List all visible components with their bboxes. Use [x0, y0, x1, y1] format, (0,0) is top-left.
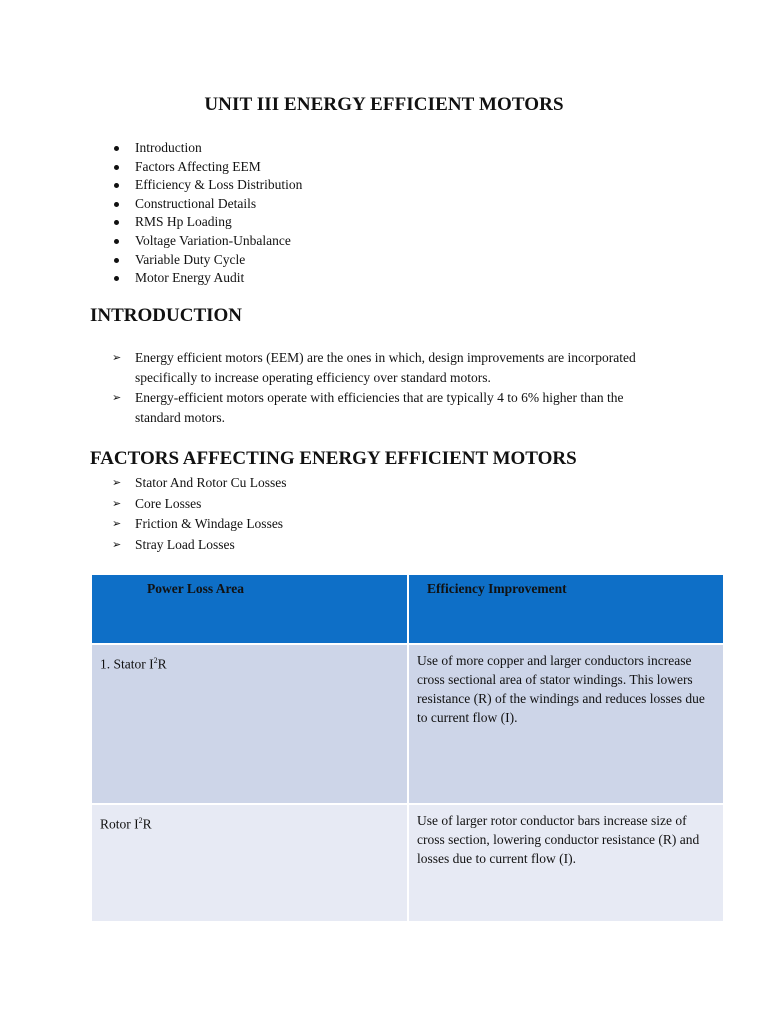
- bullet-icon: [114, 258, 119, 263]
- bullet-icon: [114, 239, 119, 244]
- table-row: [92, 805, 723, 921]
- introduction-heading: INTRODUCTION: [90, 305, 243, 326]
- arrow-bullet-icon: ➢: [112, 496, 122, 510]
- arrow-bullet-icon: ➢: [112, 537, 122, 551]
- bullet-icon: [114, 146, 119, 151]
- arrow-bullet-icon: ➢: [112, 476, 122, 489]
- table-cell-area: 1. Stator $I^2R$: [92, 645, 407, 803]
- bullet-icon: [114, 183, 119, 188]
- table-cell-improvement: Use of larger rotor conductor bars increase size of cross section, lowering conductor resistance (R) and losses due to current flow (I).: [409, 805, 723, 921]
- arrow-bullet-icon: ➢: [112, 391, 122, 404]
- bullet-icon: [114, 276, 119, 281]
- list-item: ➢ Friction & Windage Losses: [112, 514, 287, 535]
- list-item: Factors Affecting EEM: [112, 158, 302, 177]
- table-cell-area: Rotor $I^2R$: [92, 805, 407, 921]
- list-item: ➢ Stator And Rotor Cu Losses: [112, 473, 287, 494]
- list-item: Motor Energy Audit: [112, 269, 302, 288]
- table-row: [92, 645, 723, 803]
- table-cell-improvement: Use of more copper and larger conductors increase cross sectional area of stator windings. This lowers resistance (R) of the windings and reduces losses due to current flow (I).: [409, 645, 723, 803]
- bullet-icon: [114, 202, 119, 207]
- list-item: Variable Duty Cycle: [112, 251, 302, 270]
- list-item: ➢ Core Losses: [112, 494, 287, 515]
- table-header-row: [92, 575, 723, 643]
- page-title: UNIT III ENERGY EFFICIENT MOTORS: [204, 94, 564, 115]
- list-item: RMS Hp Loading: [112, 213, 302, 232]
- list-item: ➢ Energy-efficient motors operate with efficiencies that are typically 4 to 6% higher than the standard motors.: [112, 390, 624, 425]
- column-header-power-loss-area: Power Loss Area: [92, 575, 407, 643]
- list-item: ➢ Stray Load Losses: [112, 535, 287, 556]
- list-item: Introduction: [112, 139, 302, 158]
- topic-list: [112, 139, 302, 288]
- list-item: Efficiency & Loss Distribution: [112, 176, 302, 195]
- list-item: Constructional Details: [112, 195, 302, 214]
- arrow-bullet-icon: ➢: [112, 517, 122, 530]
- power-loss-table: [90, 573, 725, 923]
- list-item: ➢ Energy efficient motors (EEM) are the ones in which, design improvements are incorporated specifically to increase operating efficiency over standard motors.: [112, 350, 636, 385]
- column-header-efficiency-improvement: Efficiency Improvement: [409, 575, 723, 643]
- bullet-icon: [114, 165, 119, 170]
- introduction-list: [112, 348, 672, 428]
- bullet-icon: [114, 220, 119, 225]
- arrow-bullet-icon: ➢: [112, 351, 122, 364]
- factors-list: [112, 473, 287, 555]
- factors-heading: FACTORS AFFECTING ENERGY EFFICIENT MOTORS: [90, 448, 577, 469]
- list-item: Voltage Variation-Unbalance: [112, 232, 302, 251]
